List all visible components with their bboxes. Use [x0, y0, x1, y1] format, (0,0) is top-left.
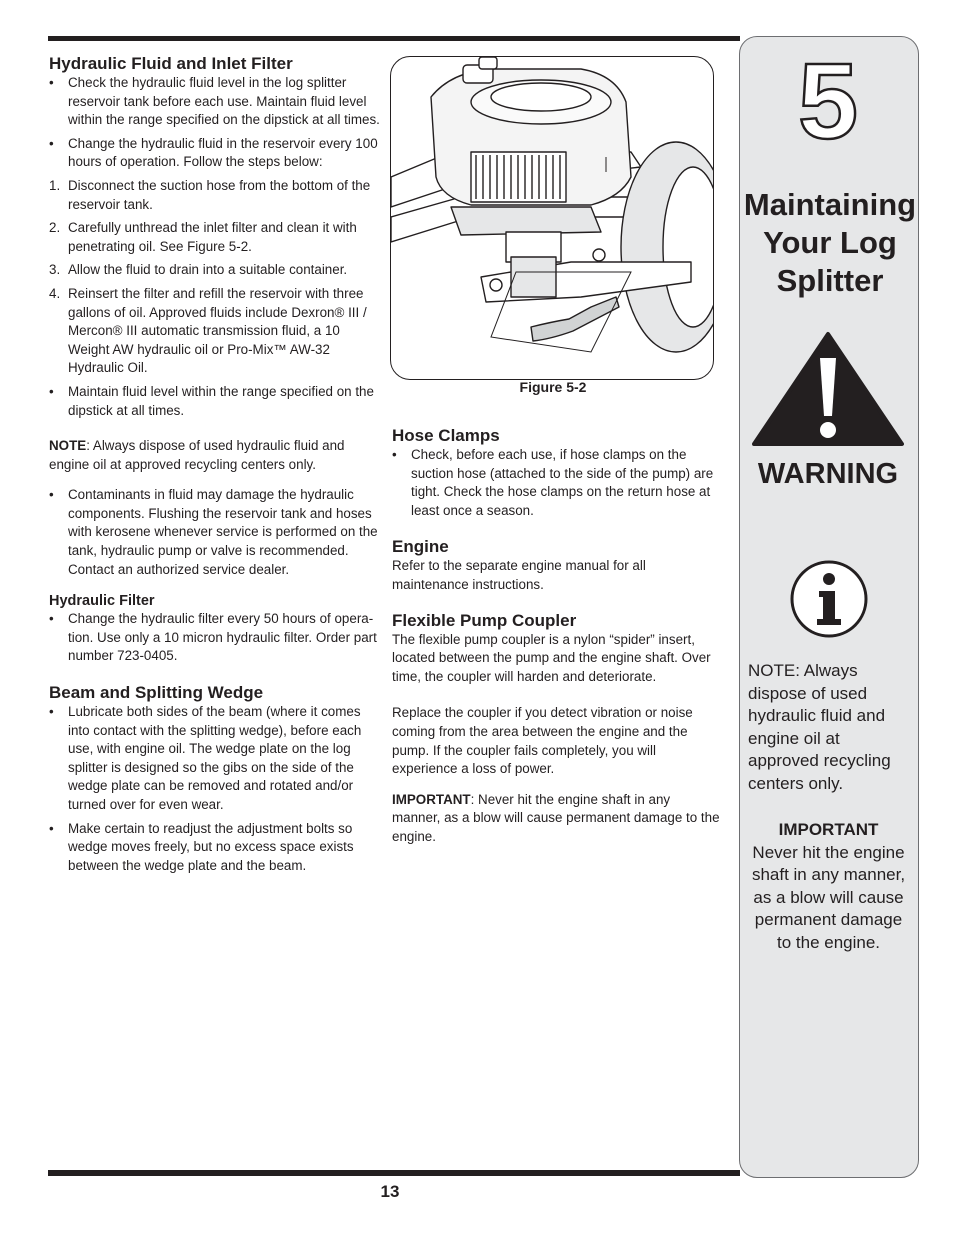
list-item: • Contaminants in fluid may damage the hydraulic components. Flushing the reservoir tank and hoses with kerosene whenever service is performed on the tank, hydraulic pump or valve is recommended. Contact an authorized service dealer. [49, 487, 378, 577]
chapter-number [739, 42, 917, 157]
coupler-important: IMPORTANT: Never hit the engine shaft in any manner, as a blow will cause permanent damage to the engine. [392, 791, 720, 844]
engine-pump-illustration [391, 57, 713, 379]
hydraulic-note: NOTE: Always dispose of used hydraulic fluid and engine oil at approved recycling centers only. [49, 438, 345, 472]
warning-label: WARNING [757, 458, 899, 490]
sidebar-important: IMPORTANT Never hit the engine shaft in any manner, as a blow will cause permanent damage to the engine. [751, 820, 906, 952]
list-item: 3. Allow the fluid to drain into a suitable container. [49, 262, 348, 278]
section-title-hydraulic-filter: Hydraulic Filter [49, 593, 155, 610]
figure-5-2-illustration [390, 56, 714, 380]
list-item: • Check the hydraulic fluid level in the log splitter reservoir tank before each use. Maintain fluid level within the range specified on the dipstick at all times. [49, 75, 380, 128]
warning-triangle-icon [752, 330, 904, 453]
left-column [49, 54, 381, 880]
section-title-hydraulic: Hydraulic Fluid and Inlet Filter [49, 54, 293, 73]
hydraulic-list [49, 74, 381, 420]
list-item: 4. Reinsert the filter and refill the reservoir with three gallons of oil. Approved fluids include Dexron® III / Mercon® III automatic transmission fluid, a 10 Weight AW hydraulic oil or Pro-Mix™ AW-32 Hydraulic Oil. [49, 285, 367, 376]
info-circle-icon [789, 559, 869, 644]
sidebar-note: NOTE: Always dispose of used hydraulic fluid and engine oil at approved recycling centers only. [748, 661, 891, 793]
list-item: • Make certain to readjust the adjustment bolts so wedge moves freely, but no excess space exists between the wedge plate and the beam. [49, 820, 354, 873]
section-title-engine: Engine [392, 537, 449, 557]
page-number: 13 [380, 1182, 400, 1201]
figure-caption: Figure 5-2 [519, 379, 587, 395]
list-item: • Change the hydraulic fluid in the reservoir every 100 hours of operation. Follow the steps below: [49, 135, 378, 170]
chapter-number-glyph: 5 [797, 42, 859, 152]
engine-text: Refer to the separate engine manual for all maintenance instructions. [392, 558, 646, 592]
coupler-paragraph-1: The flexible pump coupler is a nylon “spider” insert, located between the pump and the engine shaft. Over time, the coupler will harden and deteriorate. [392, 631, 711, 684]
list-item: 2. Carefully unthread the inlet filter and clean it with penetrating oil. See Figure 5-2. [49, 220, 357, 254]
coupler-paragraph-2: Replace the coupler if you detect vibration or noise coming from the area between the engine and the pump. If the coupler fails completely, you will experience a loss of power. [392, 705, 693, 777]
section-title-coupler: Flexible Pump Coupler [392, 610, 577, 630]
list-item: • Maintain fluid level within the range specified on the dipstick at all times. [49, 383, 374, 418]
list-item: • Check, before each use, if hose clamps on the suction hose (attached to the side of the pump) are tight. Check the hose clamps on the return hose at least once a season. [392, 447, 714, 518]
section-title-beam: Beam and Splitting Wedge [49, 683, 264, 703]
right-column [392, 426, 722, 847]
list-item: 1. Disconnect the suction hose from the bottom of the reservoir tank. [49, 177, 371, 212]
bottom-rule [48, 1170, 740, 1176]
section-title-hose-clamps: Hose Clamps [392, 426, 500, 445]
list-item: • Change the hydraulic filter every 50 hours of opera-tion. Use only a 10 micron hydraulic filter. Order part number 723-0405. [49, 611, 377, 664]
top-rule [48, 36, 740, 41]
chapter-title: Maintaining Your Log Splitter [743, 187, 917, 298]
list-item: • Lubricate both sides of the beam (where it comes into contact with the splitting wedge), before each use, with engine oil. The wedge plate on the log splitter is designed so the gibs on the side of the wedge plate can be removed and rotated and/or turned over for even wear. [49, 704, 362, 812]
